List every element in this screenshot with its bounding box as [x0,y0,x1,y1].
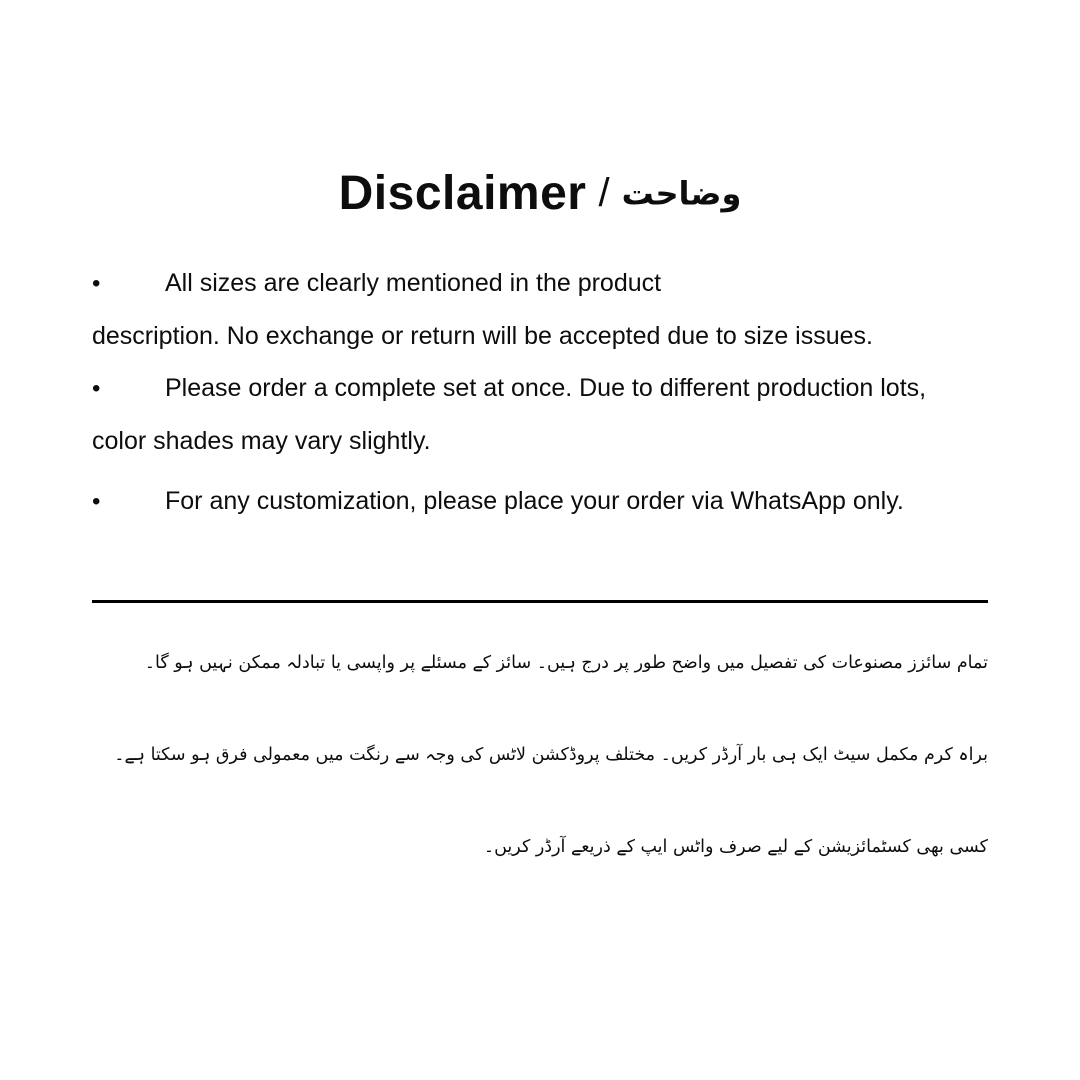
title-urdu: وضاحت [621,174,742,213]
bullet-list [92,257,988,528]
bullet-item-complete-set [92,362,988,467]
urdu-section [92,617,988,893]
bullet-marker: • [92,375,101,402]
title-separator: / [598,171,610,215]
bullet-line [92,257,988,310]
bullet-line [92,310,988,362]
bullet-line [92,415,988,467]
bullet-text: color shades may vary slightly. [92,427,431,455]
bullet-text: Please order a complete set at once. Due to different production lots, [165,374,927,402]
bullet-item-sizes [92,257,988,362]
bullet-item-customization [92,475,988,528]
urdu-paragraph-complete-set: براہ کرم مکمل سیٹ ایک ہی بار آرڈر کریں۔ مختلف پروڈکشن لاٹس کی وجہ سے رنگت میں معمولی فرق ہو سکتا ہے۔ [114,745,988,765]
bullet-marker: • [92,270,101,297]
title-english: Disclaimer [338,167,587,220]
bullet-text: For any customization, please place your order via WhatsApp only. [165,487,904,515]
urdu-paragraph-sizes: تمام سائزز مصنوعات کی تفصیل میں واضح طور پر درج ہیں۔ سائز کے مسئلے پر واپسی یا تبادلہ ممکن نہیں ہو گا۔ [144,653,988,673]
bullet-text: All sizes are clearly mentioned in the product [165,269,662,297]
bullet-line [92,475,988,528]
urdu-paragraph-customization: کسی بھی کسٹمائزیشن کے لیے صرف واٹس ایپ کے ذریعے آرڈر کریں۔ [483,837,988,857]
section-divider [92,600,988,603]
bullet-text: description. No exchange or return will be accepted due to size issues. [92,322,873,350]
page-title [92,166,988,221]
bullet-marker: • [92,488,101,515]
bullet-line [92,362,988,415]
